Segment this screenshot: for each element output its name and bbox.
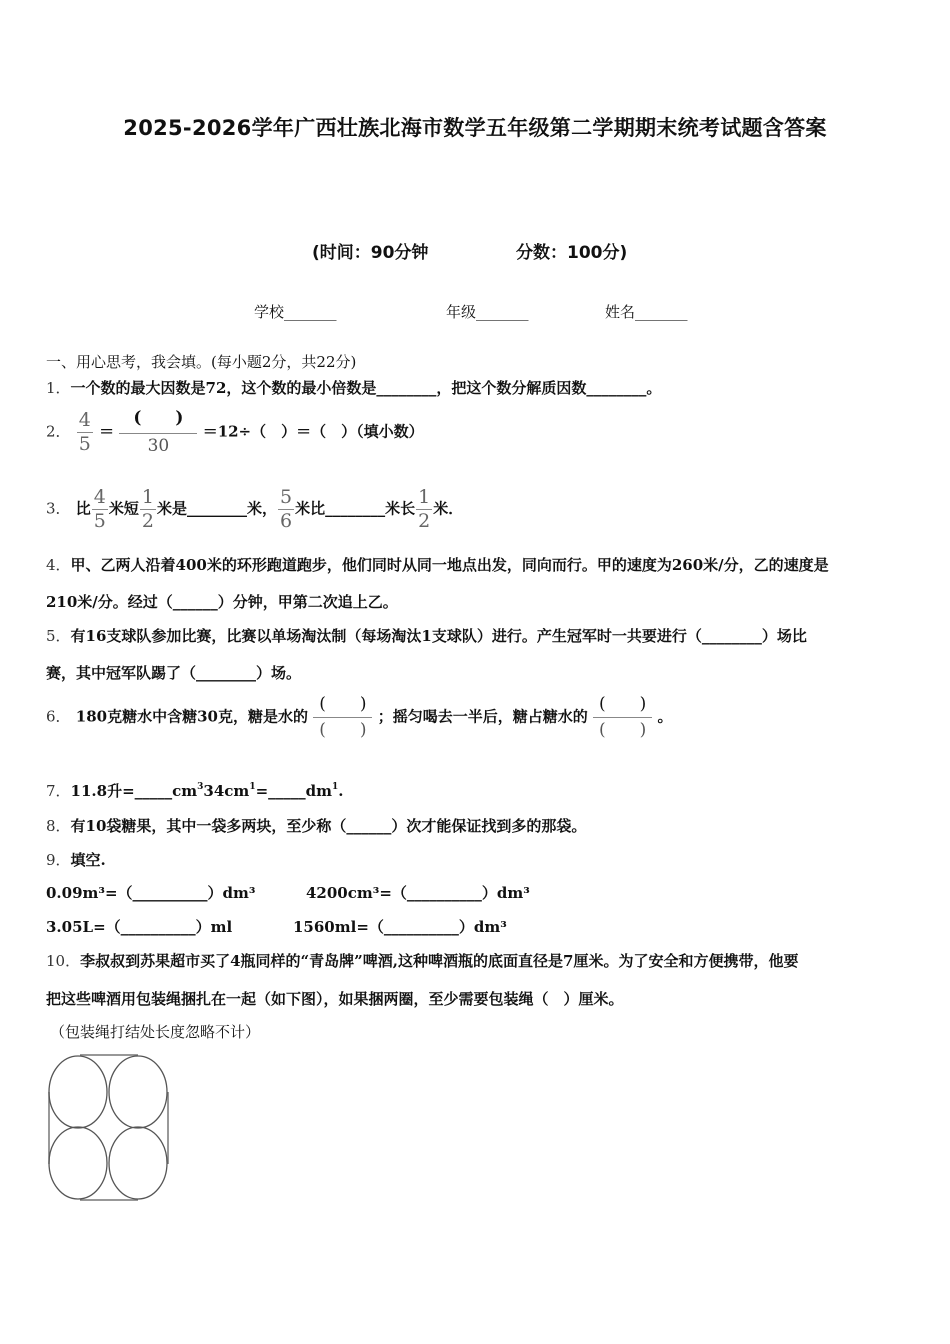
page-title: 2025-2026学年广西壮族北海市数学五年级第二学期期末统考试题含答案 xyxy=(123,116,827,140)
question-5 xyxy=(46,625,807,646)
question-10-line2: 把这些啤酒用包装绳捆扎在一起（如下图），如果捆两圈，至少需要包装绳（ ）厘米。 xyxy=(46,990,624,1008)
question-number: 9． xyxy=(46,851,71,869)
fraction-four-fifths: $\frac{4}{5}$ xyxy=(93,486,106,532)
text-segment: =_____dm xyxy=(255,782,333,800)
exam-score: 分数：100分) xyxy=(516,243,628,263)
question-number: 2． xyxy=(46,422,71,441)
school-field: 学校_______ xyxy=(254,303,337,321)
question-6 xyxy=(46,696,672,739)
text-segment: 米短 xyxy=(108,499,139,518)
blank-fraction: $\frac{( )}{( )}$ xyxy=(313,696,372,739)
superscript: 1 xyxy=(332,782,339,792)
unit-conversion-1b: 4200cm³=（__________）dm³ xyxy=(306,884,530,902)
question-3 xyxy=(46,488,463,531)
question-text: 有16支球队参加比赛，比赛以单场淘汰制（每场淘汰1支球队）进行。产生冠军时一共要进行（________）场比 xyxy=(70,627,807,645)
question-10 xyxy=(46,950,798,971)
question-text: 填空. xyxy=(70,851,106,869)
text-segment: 34cm xyxy=(203,782,250,800)
name-field: 姓名_______ xyxy=(605,303,688,321)
fraction-one-half: $\frac{1}{2}$ xyxy=(418,486,431,532)
question-5-line2: 赛，其中冠军队踢了（________）场。 xyxy=(46,664,302,682)
question-number: 10． xyxy=(46,952,81,970)
question-text: 180克糖水中含糖30克，糖是水的 xyxy=(75,707,308,726)
superscript: 1 xyxy=(249,782,256,792)
question-10-note: （包装绳打结处长度忽略不计） xyxy=(50,1023,261,1041)
bottle-bundle-diagram xyxy=(44,1052,174,1204)
superscript: 3 xyxy=(197,782,204,792)
question-text: 。 xyxy=(657,707,673,726)
text-segment: 米比________米长 xyxy=(295,499,416,518)
question-4-line2: 210米/分。经过（______）分钟，甲第二次追上乙。 xyxy=(46,593,398,611)
question-text: ＝12÷（ ）＝（ ）（填小数） xyxy=(202,422,424,441)
blank-fraction: $\frac{( )}{( )}$ xyxy=(593,696,652,739)
exam-time: (时间：90分钟 xyxy=(312,243,429,263)
section-heading: 一、用心思考，我会填。(每小题2分，共22分) xyxy=(46,353,357,371)
question-7 xyxy=(46,780,344,801)
fraction-four-fifths: $\frac{4}{5}$ xyxy=(78,409,91,455)
equals-sign: ＝ xyxy=(99,422,115,441)
question-2 xyxy=(46,410,424,455)
question-text: 甲、乙两人沿着400米的环形跑道跑步，他们同时从同一地点出发，同向而行。甲的速度为260米/分，乙的速度是 xyxy=(70,556,829,574)
question-text: 有10袋糖果，其中一袋多两块，至少称（______）次才能保证找到多的那袋。 xyxy=(70,817,587,835)
question-8 xyxy=(46,815,586,836)
grade-field: 年级_______ xyxy=(446,303,529,321)
question-text: ；摇匀喝去一半后，糖占糖水的 xyxy=(377,707,588,726)
text-segment: 米． xyxy=(433,499,464,518)
question-number: 5． xyxy=(46,627,71,645)
bottle-circle xyxy=(109,1056,167,1128)
question-9 xyxy=(46,849,106,870)
question-4 xyxy=(46,554,829,575)
unit-conversion-1a: 0.09m³=（__________）dm³ xyxy=(46,884,256,902)
question-text: 一个数的最大因数是72，这个数的最小倍数是________，把这个数分解质因数________。 xyxy=(70,379,662,397)
text-segment: 比 xyxy=(75,499,91,518)
fraction-one-half: $\frac{1}{2}$ xyxy=(141,486,154,532)
text-segment: 米是________米， xyxy=(157,499,278,518)
blank-fraction: $\frac{( )}{30}$ xyxy=(119,410,197,455)
bottle-circle xyxy=(49,1127,107,1199)
question-text: 李叔叔到苏果超市买了4瓶同样的“青岛牌”啤酒,这种啤酒瓶的底面直径是7厘米。为了安全和方便携带，他要 xyxy=(80,952,799,970)
question-number: 6． xyxy=(46,707,71,726)
fraction-five-sixths: $\frac{5}{6}$ xyxy=(280,486,293,532)
question-number: 1． xyxy=(46,379,71,397)
question-number: 4． xyxy=(46,556,71,574)
bottle-circle xyxy=(109,1127,167,1199)
question-number: 8． xyxy=(46,817,71,835)
question-number: 3． xyxy=(46,499,71,518)
text-segment: 11.8升=_____cm xyxy=(70,782,198,800)
text-segment: . xyxy=(338,782,344,800)
unit-conversion-2a: 3.05L=（__________）ml xyxy=(46,918,233,936)
question-1 xyxy=(46,377,661,398)
unit-conversion-2b: 1560ml=（__________）dm³ xyxy=(293,918,507,936)
question-number: 7． xyxy=(46,782,71,800)
bottle-circle xyxy=(49,1056,107,1128)
